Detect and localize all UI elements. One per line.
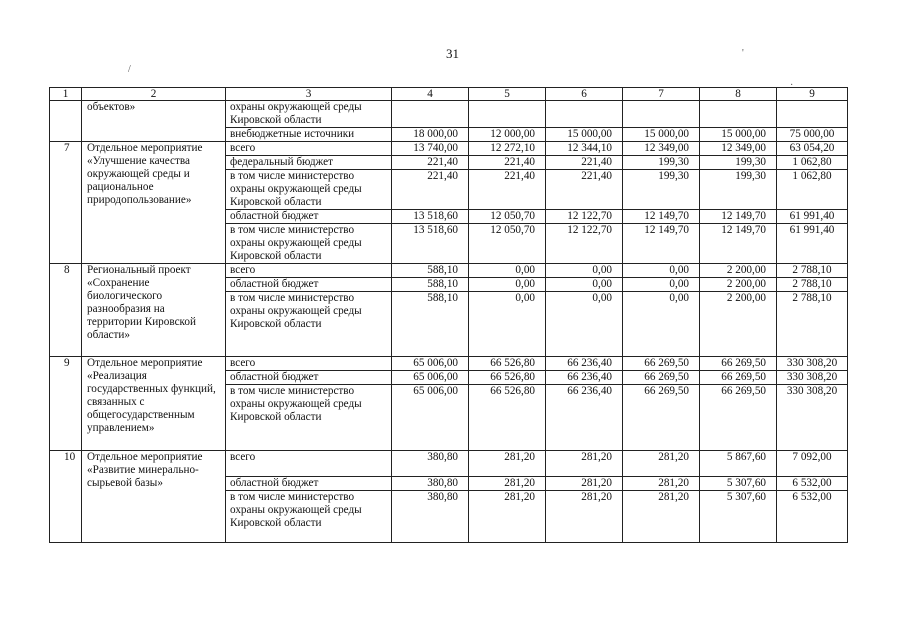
measure-name: Отдельное мероприятие «Развитие минерально-сырьевой базы»: [82, 451, 226, 543]
year-value-5: 221,40: [469, 170, 546, 210]
year-value-7: 66 269,50: [623, 371, 700, 385]
year-value-4: 65 006,00: [392, 371, 469, 385]
column-header-2: 2: [82, 88, 226, 101]
scan-mark: ·: [790, 80, 794, 91]
column-header-5: 5: [469, 88, 546, 101]
year-value-7: 15 000,00: [623, 128, 700, 142]
year-value-5: 221,40: [469, 156, 546, 170]
page-number: 31: [446, 46, 459, 61]
column-header-6: 6: [546, 88, 623, 101]
year-value-6: 12 122,70: [546, 224, 623, 264]
scan-mark: ': [742, 48, 744, 59]
year-value-4: 65 006,00: [392, 385, 469, 451]
total-value: 1 062,80: [777, 170, 848, 210]
year-value-7: 0,00: [623, 292, 700, 357]
year-value-4: 380,80: [392, 477, 469, 491]
year-value-8: [700, 101, 777, 128]
funding-source: областной бюджет: [226, 371, 392, 385]
year-value-6: [546, 101, 623, 128]
column-header-3: 3: [226, 88, 392, 101]
year-value-8: 199,30: [700, 170, 777, 210]
funding-source: федеральный бюджет: [226, 156, 392, 170]
funding-source: охраны окружающей среды Кировской области: [226, 101, 392, 128]
table-row: [50, 357, 848, 371]
year-value-7: 66 269,50: [623, 357, 700, 371]
year-value-4: [392, 101, 469, 128]
year-value-5: 0,00: [469, 292, 546, 357]
year-value-6: 66 236,40: [546, 357, 623, 371]
year-value-6: 281,20: [546, 491, 623, 543]
total-value: 330 308,20: [777, 371, 848, 385]
year-value-8: 5 307,60: [700, 491, 777, 543]
row-index: 9: [50, 357, 82, 451]
total-value: 63 054,20: [777, 142, 848, 156]
year-value-5: 0,00: [469, 264, 546, 278]
total-value: 6 532,00: [777, 477, 848, 491]
year-value-6: 0,00: [546, 278, 623, 292]
year-value-4: 65 006,00: [392, 357, 469, 371]
year-value-8: 5 307,60: [700, 477, 777, 491]
year-value-6: 12 344,10: [546, 142, 623, 156]
year-value-7: 199,30: [623, 170, 700, 210]
year-value-7: 66 269,50: [623, 385, 700, 451]
column-header-1: 1: [50, 88, 82, 101]
year-value-8: 12 349,00: [700, 142, 777, 156]
table-row: [50, 142, 848, 156]
year-value-7: 12 349,00: [623, 142, 700, 156]
total-value: 2 788,10: [777, 264, 848, 278]
year-value-6: 15 000,00: [546, 128, 623, 142]
total-value: 330 308,20: [777, 357, 848, 371]
measure-name: Региональный проект «Сохранение биологического разнообразия на территории Кировской области»: [82, 264, 226, 357]
year-value-6: 0,00: [546, 292, 623, 357]
year-value-7: 12 149,70: [623, 224, 700, 264]
funding-source: областной бюджет: [226, 210, 392, 224]
total-value: 61 991,40: [777, 210, 848, 224]
funding-source: внебюджетные источники: [226, 128, 392, 142]
year-value-5: 281,20: [469, 451, 546, 477]
row-index: 8: [50, 264, 82, 357]
year-value-8: 66 269,50: [700, 371, 777, 385]
year-value-8: 5 867,60: [700, 451, 777, 477]
year-value-7: 12 149,70: [623, 210, 700, 224]
funding-source: всего: [226, 451, 392, 477]
table-row: [50, 264, 848, 278]
funding-source: в том числе министерство охраны окружающей среды Кировской области: [226, 292, 392, 357]
scan-mark: /: [128, 64, 131, 75]
year-value-4: 13 518,60: [392, 210, 469, 224]
year-value-4: 13 518,60: [392, 224, 469, 264]
funding-source: областной бюджет: [226, 278, 392, 292]
funding-source: всего: [226, 142, 392, 156]
measure-name: Отдельное мероприятие «Реализация государственных функций, связанных с общегосударственным управлением»: [82, 357, 226, 451]
row-index: 10: [50, 451, 82, 543]
year-value-5: 281,20: [469, 491, 546, 543]
year-value-7: 281,20: [623, 491, 700, 543]
year-value-5: 12 050,70: [469, 224, 546, 264]
total-value: 330 308,20: [777, 385, 848, 451]
total-value: 1 062,80: [777, 156, 848, 170]
total-value: [777, 101, 848, 128]
year-value-6: 66 236,40: [546, 385, 623, 451]
funding-source: областной бюджет: [226, 477, 392, 491]
total-value: 75 000,00: [777, 128, 848, 142]
header-row: [50, 88, 848, 101]
year-value-5: 281,20: [469, 477, 546, 491]
year-value-8: 2 200,00: [700, 278, 777, 292]
funding-source: в том числе министерство охраны окружающей среды Кировской области: [226, 224, 392, 264]
year-value-5: 66 526,80: [469, 385, 546, 451]
row-index: 7: [50, 142, 82, 264]
column-header-9: 9: [777, 88, 848, 101]
year-value-6: 0,00: [546, 264, 623, 278]
year-value-6: 221,40: [546, 156, 623, 170]
year-value-8: 66 269,50: [700, 385, 777, 451]
year-value-5: 12 050,70: [469, 210, 546, 224]
total-value: 7 092,00: [777, 451, 848, 477]
year-value-4: 380,80: [392, 491, 469, 543]
year-value-8: 2 200,00: [700, 264, 777, 278]
year-value-7: 0,00: [623, 278, 700, 292]
column-header-7: 7: [623, 88, 700, 101]
year-value-4: 221,40: [392, 156, 469, 170]
column-header-8: 8: [700, 88, 777, 101]
year-value-4: 221,40: [392, 170, 469, 210]
year-value-6: 66 236,40: [546, 371, 623, 385]
year-value-5: 12 272,10: [469, 142, 546, 156]
year-value-7: 0,00: [623, 264, 700, 278]
year-value-8: 12 149,70: [700, 210, 777, 224]
year-value-5: 0,00: [469, 278, 546, 292]
year-value-6: 281,20: [546, 451, 623, 477]
year-value-4: 18 000,00: [392, 128, 469, 142]
funding-source: в том числе министерство охраны окружающей среды Кировской области: [226, 170, 392, 210]
year-value-6: 281,20: [546, 477, 623, 491]
measure-name: объектов»: [82, 101, 226, 142]
year-value-8: 2 200,00: [700, 292, 777, 357]
total-value: 2 788,10: [777, 292, 848, 357]
row-index: [50, 101, 82, 142]
year-value-5: 66 526,80: [469, 357, 546, 371]
year-value-4: 380,80: [392, 451, 469, 477]
year-value-8: 15 000,00: [700, 128, 777, 142]
year-value-7: 281,20: [623, 477, 700, 491]
year-value-7: 199,30: [623, 156, 700, 170]
year-value-6: 221,40: [546, 170, 623, 210]
year-value-8: 199,30: [700, 156, 777, 170]
funding-source: в том числе министерство охраны окружающей среды Кировской области: [226, 491, 392, 543]
table-row: [50, 101, 848, 128]
total-value: 2 788,10: [777, 278, 848, 292]
budget-table: [49, 87, 848, 543]
table-row: [50, 451, 848, 477]
year-value-5: 66 526,80: [469, 371, 546, 385]
year-value-8: 66 269,50: [700, 357, 777, 371]
year-value-4: 13 740,00: [392, 142, 469, 156]
total-value: 6 532,00: [777, 491, 848, 543]
year-value-5: [469, 101, 546, 128]
funding-source: всего: [226, 357, 392, 371]
funding-source: всего: [226, 264, 392, 278]
year-value-7: 281,20: [623, 451, 700, 477]
table-body: [50, 101, 848, 543]
measure-name: Отдельное мероприятие «Улучшение качества окружающей среды и рациональное природопользование»: [82, 142, 226, 264]
year-value-4: 588,10: [392, 278, 469, 292]
year-value-8: 12 149,70: [700, 224, 777, 264]
year-value-5: 12 000,00: [469, 128, 546, 142]
funding-source: в том числе министерство охраны окружающей среды Кировской области: [226, 385, 392, 451]
year-value-4: 588,10: [392, 292, 469, 357]
year-value-6: 12 122,70: [546, 210, 623, 224]
total-value: 61 991,40: [777, 224, 848, 264]
column-header-4: 4: [392, 88, 469, 101]
year-value-4: 588,10: [392, 264, 469, 278]
year-value-7: [623, 101, 700, 128]
